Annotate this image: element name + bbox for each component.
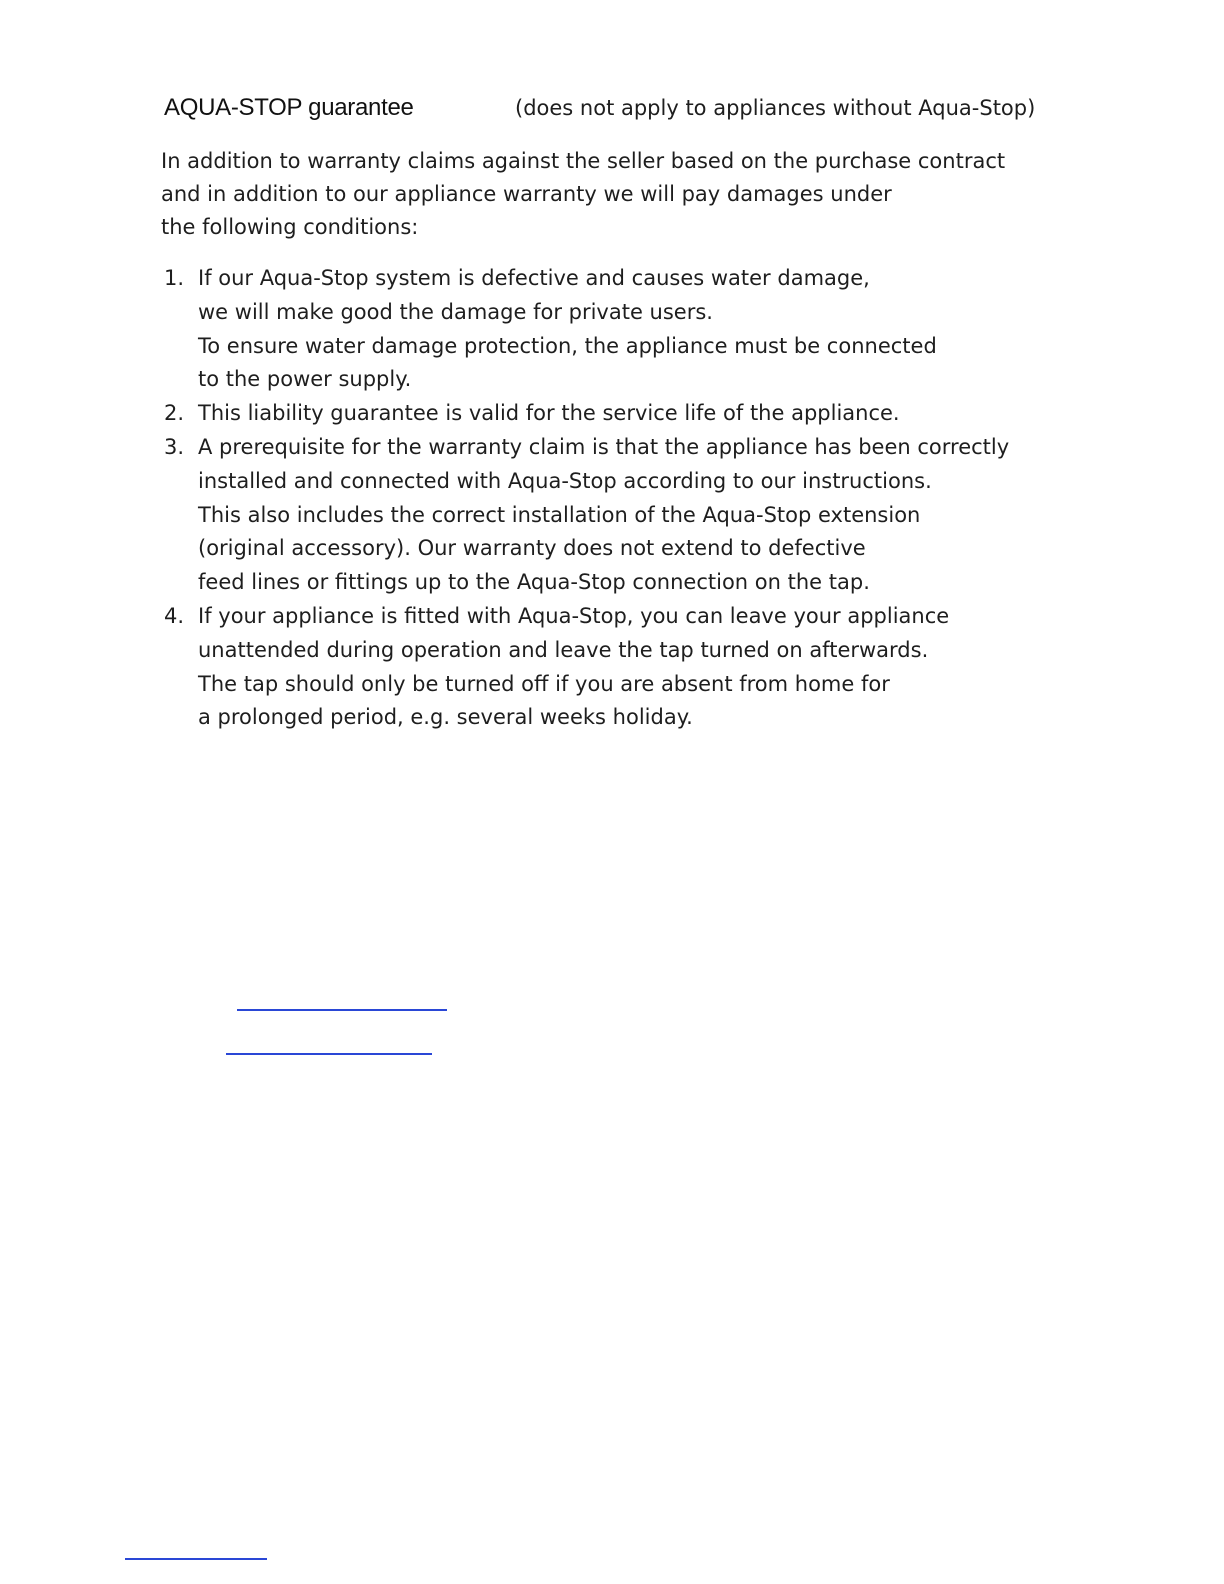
page-subtitle: (does not apply to appliances without Aqua-Stop) xyxy=(515,96,1036,120)
condition-line: This also includes the correct installation of the Aqua-Stop extension xyxy=(198,502,921,527)
condition-line: The tap should only be turned off if you are absent from home for xyxy=(198,671,890,696)
intro-paragraph xyxy=(161,145,1061,244)
condition-item-3 xyxy=(164,431,1064,600)
condition-line: feed lines or fittings up to the Aqua-Stop connection on the tap. xyxy=(198,570,870,595)
conditions-list xyxy=(164,262,1064,735)
condition-line: we will make good the damage for private users. xyxy=(198,299,713,324)
hyperlink-underline[interactable] xyxy=(226,1053,432,1055)
condition-item-2 xyxy=(164,397,1064,431)
condition-line: installed and connected with Aqua-Stop according to our instructions. xyxy=(198,468,932,493)
condition-line: If your appliance is fitted with Aqua-Stop, you can leave your appliance xyxy=(198,603,950,628)
condition-line: If our Aqua-Stop system is defective and causes water damage, xyxy=(198,266,870,290)
intro-line: the following conditions: xyxy=(161,215,419,239)
condition-number: 3. xyxy=(164,434,185,459)
heading-row xyxy=(164,92,1064,126)
condition-line: (original accessory). Our warranty does not extend to defective xyxy=(198,536,866,561)
condition-item-4 xyxy=(164,600,1064,735)
condition-line: a prolonged period, e.g. several weeks holiday. xyxy=(198,705,693,730)
condition-item-1 xyxy=(164,262,1064,397)
condition-line: unattended during operation and leave the tap turned on afterwards. xyxy=(198,637,929,662)
condition-number: 2. xyxy=(164,401,185,426)
hyperlink-underline[interactable] xyxy=(237,1009,447,1011)
intro-line: In addition to warranty claims against the seller based on the purchase contract xyxy=(161,149,1006,173)
condition-line: To ensure water damage protection, the appliance must be connected xyxy=(198,333,937,358)
condition-line: A prerequisite for the warranty claim is that the appliance has been correctly xyxy=(198,434,1010,459)
hyperlink-underline[interactable] xyxy=(125,1558,267,1560)
condition-number: 1. xyxy=(164,266,185,290)
condition-line: to the power supply. xyxy=(198,367,412,392)
condition-number: 4. xyxy=(164,603,185,628)
intro-line: and in addition to our appliance warranty we will pay damages under xyxy=(161,182,892,206)
page-title: AQUA-STOP guarantee xyxy=(164,94,414,121)
condition-line: This liability guarantee is valid for the service life of the appliance. xyxy=(198,401,900,426)
